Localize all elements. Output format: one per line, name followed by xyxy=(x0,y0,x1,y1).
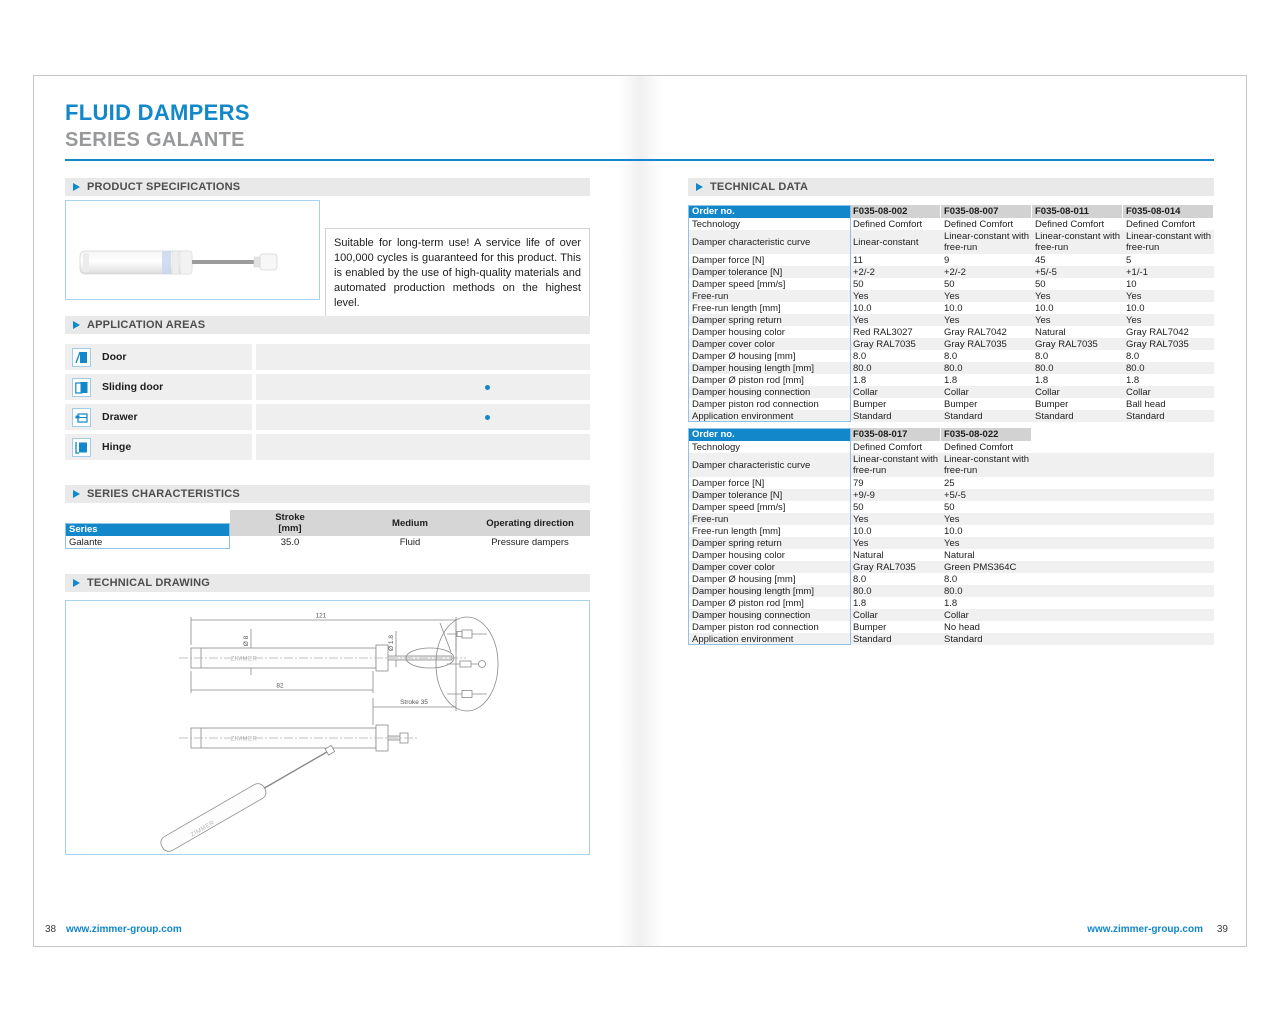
table-row xyxy=(688,585,1214,597)
value-cell: Green PMS364C xyxy=(944,561,1017,573)
column-unit: [mm] xyxy=(278,523,302,534)
value-cell: Yes xyxy=(1035,290,1051,302)
value-cell: Yes xyxy=(1035,314,1051,326)
application-area-value-cell xyxy=(256,434,590,460)
row-label: Free-run length [mm] xyxy=(692,302,781,314)
value-cell: 10.0 xyxy=(1035,302,1054,314)
table-row xyxy=(688,477,1214,489)
row-label: Damper tolerance [N] xyxy=(692,489,783,501)
value-cell: Gray RAL7035 xyxy=(853,561,916,573)
value-cell: Collar xyxy=(853,386,878,398)
value-cell: Bumper xyxy=(853,398,887,410)
value-cell: Natural xyxy=(853,549,884,561)
table-row xyxy=(688,525,1214,537)
dim-total-length: 121 xyxy=(315,612,327,620)
table-row xyxy=(688,302,1214,314)
page-spine-shadow xyxy=(618,76,662,946)
value-cell: Yes xyxy=(944,290,960,302)
value-cell: Yes xyxy=(853,290,869,302)
brand-marking: ZIMMER xyxy=(230,656,258,663)
section-heading: TECHNICAL DRAWING xyxy=(87,577,210,589)
applicable-dot xyxy=(485,385,490,390)
value-cell: 1.8 xyxy=(944,374,958,386)
value-cell: Linear-constant with free-run xyxy=(944,454,1030,476)
column-label: Medium xyxy=(392,517,428,529)
value-cell: Gray RAL7035 xyxy=(944,338,1007,350)
value-cell: 1.8 xyxy=(1126,374,1140,386)
row-label: Damper Ø piston rod [mm] xyxy=(692,597,804,609)
row-label: Damper spring return xyxy=(692,314,782,326)
table-row xyxy=(688,314,1214,326)
row-label: Damper spring return xyxy=(692,537,782,549)
section-product-specifications xyxy=(65,178,590,196)
value-cell: Gray RAL7035 xyxy=(1035,338,1098,350)
value-cell: Gray RAL7042 xyxy=(944,326,1007,338)
value-cell: +2/-2 xyxy=(944,266,966,278)
table-row xyxy=(688,398,1214,410)
row-label: Damper characteristic curve xyxy=(692,459,811,471)
row-label: Damper cover color xyxy=(692,561,775,573)
value-cell: 10.0 xyxy=(853,302,872,314)
product-photo xyxy=(66,201,319,299)
value-cell: Yes xyxy=(1126,290,1142,302)
value-cell: Linear-constant with free-run xyxy=(1035,231,1121,253)
table-row xyxy=(688,326,1214,338)
value-cell: Yes xyxy=(853,314,869,326)
value-cell: 50 xyxy=(1035,278,1046,290)
product-photo-frame xyxy=(65,200,320,300)
dim-stroke: Stroke 35 xyxy=(400,699,428,706)
table-row xyxy=(688,218,1214,230)
value-cell: 10.0 xyxy=(944,302,963,314)
application-area-label-cell xyxy=(65,434,252,460)
brand-marking: ZIMMER xyxy=(189,820,216,839)
value-cell: 50 xyxy=(853,278,864,290)
value-cell: 50 xyxy=(944,278,955,290)
order-number-cell: F035-08-017 xyxy=(850,428,941,441)
row-label: Damper cover color xyxy=(692,338,775,350)
row-label: Application environment xyxy=(692,410,794,422)
section-application-areas xyxy=(65,316,590,334)
table-row xyxy=(688,501,1214,513)
application-area-label: Sliding door xyxy=(102,381,164,393)
order-number-cell: F035-08-022 xyxy=(941,428,1032,441)
table-row xyxy=(688,549,1214,561)
value-cell: 80.0 xyxy=(1126,362,1145,374)
value-cell: 1.8 xyxy=(853,374,867,386)
technical-drawing xyxy=(66,601,589,854)
order-row-label: Order no. xyxy=(688,205,850,218)
order-number-cell: F035-08-007 xyxy=(941,205,1032,218)
row-label: Damper Ø piston rod [mm] xyxy=(692,374,804,386)
row-label: Damper Ø housing [mm] xyxy=(692,573,796,585)
value-cell: 10.0 xyxy=(944,525,963,537)
technical-data-table-1 xyxy=(688,205,1214,422)
table-row xyxy=(688,441,1214,453)
value-cell: 5 xyxy=(1126,254,1132,266)
value-cell: 50 xyxy=(853,501,864,513)
table-row xyxy=(688,350,1214,362)
order-number-cell: F035-08-002 xyxy=(850,205,941,218)
table-row xyxy=(688,573,1214,585)
value-cell: Yes xyxy=(944,314,960,326)
row-label: Damper speed [mm/s] xyxy=(692,501,786,513)
value-cell: Gray RAL7035 xyxy=(1126,338,1189,350)
column-header-operating-direction xyxy=(470,510,590,536)
column-header-stroke xyxy=(230,510,350,536)
row-label: Damper housing color xyxy=(692,549,785,561)
table-row xyxy=(688,338,1214,350)
value-cell: +5/-5 xyxy=(1035,266,1057,278)
footer-url-left[interactable]: www.zimmer-group.com xyxy=(66,924,182,935)
application-area-label-cell xyxy=(65,344,252,370)
table-row xyxy=(688,374,1214,386)
value-cell: 1.8 xyxy=(944,597,958,609)
section-technical-drawing xyxy=(65,574,590,592)
value-cell: 79 xyxy=(853,477,864,489)
order-row xyxy=(688,205,1214,218)
table-row xyxy=(688,537,1214,549)
section-heading: APPLICATION AREAS xyxy=(87,319,206,331)
value-cell: Defined Comfort xyxy=(944,441,1014,453)
value-cell: +1/-1 xyxy=(1126,266,1148,278)
row-label: Damper housing length [mm] xyxy=(692,585,814,597)
value-cell: Linear-constant with free-run xyxy=(944,231,1030,253)
order-number-cell: F035-08-014 xyxy=(1123,205,1214,218)
value-cell: Natural xyxy=(944,549,975,561)
value-cell: 80.0 xyxy=(944,585,963,597)
value-cell: Collar xyxy=(944,386,969,398)
technical-drawing-frame xyxy=(65,600,590,855)
value-cell: 8.0 xyxy=(853,350,867,362)
value-cell: 80.0 xyxy=(853,362,872,374)
value-cell: Standard xyxy=(853,633,892,645)
row-label: Free-run length [mm] xyxy=(692,525,781,537)
table-row xyxy=(688,362,1214,374)
row-label: Damper force [N] xyxy=(692,254,765,266)
table-row xyxy=(688,410,1214,422)
section-heading: SERIES CHARACTERISTICS xyxy=(87,488,240,500)
value-cell: Red RAL3027 xyxy=(853,326,913,338)
brand-marking: ZIMMER xyxy=(230,736,258,743)
value-cell: 25 xyxy=(944,477,955,489)
series-stroke-cell: 35.0 xyxy=(230,536,350,549)
value-cell: Standard xyxy=(1126,410,1165,422)
value-cell: 80.0 xyxy=(853,585,872,597)
column-label: Stroke xyxy=(275,512,305,523)
sliding-door-icon xyxy=(72,378,91,397)
technical-data-table-2 xyxy=(688,428,1214,645)
row-label: Damper characteristic curve xyxy=(692,236,811,248)
value-cell: Yes xyxy=(944,537,960,549)
application-area-label-cell xyxy=(65,374,252,400)
value-cell: 10.0 xyxy=(853,525,872,537)
table-row xyxy=(688,633,1214,645)
section-arrow-icon xyxy=(696,183,703,191)
application-area-value-cell xyxy=(256,374,590,400)
row-label: Technology xyxy=(692,218,741,230)
door-icon xyxy=(72,348,91,367)
value-cell: 8.0 xyxy=(853,573,867,585)
table-row xyxy=(688,386,1214,398)
value-cell: Collar xyxy=(1126,386,1151,398)
value-cell: Yes xyxy=(1126,314,1142,326)
application-areas-rows xyxy=(65,344,590,460)
value-cell: 10 xyxy=(1126,278,1137,290)
value-cell: Defined Comfort xyxy=(853,218,923,230)
row-label: Damper Ø housing [mm] xyxy=(692,350,796,362)
row-label: Application environment xyxy=(692,633,794,645)
section-arrow-icon xyxy=(73,579,80,587)
value-cell: Linear-constant with free-run xyxy=(1126,231,1212,253)
column-label: Operating direction xyxy=(486,517,574,529)
value-cell: Natural xyxy=(1035,326,1066,338)
value-cell: 1.8 xyxy=(1035,374,1049,386)
page-number-right: 39 xyxy=(1216,924,1228,935)
value-cell: No head xyxy=(944,621,980,633)
table-row xyxy=(688,266,1214,278)
column-header-medium xyxy=(350,510,470,536)
table-row xyxy=(688,609,1214,621)
footer-url-right[interactable]: www.zimmer-group.com xyxy=(1087,924,1203,935)
section-technical-data xyxy=(688,178,1214,196)
title-underline xyxy=(65,159,1214,161)
value-cell: Bumper xyxy=(944,398,978,410)
application-area-row xyxy=(65,434,590,460)
value-cell: 9 xyxy=(944,254,950,266)
value-cell: 11 xyxy=(853,254,863,266)
table-row xyxy=(688,561,1214,573)
dim-body-length: 82 xyxy=(276,682,284,690)
section-series-characteristics xyxy=(65,485,590,503)
value-cell: Bumper xyxy=(853,621,887,633)
hinge-icon xyxy=(72,438,91,457)
value-cell: Linear-constant xyxy=(853,236,919,248)
value-cell: Defined Comfort xyxy=(853,441,923,453)
value-cell: +5/-5 xyxy=(944,489,966,501)
value-cell: Gray RAL7035 xyxy=(853,338,916,350)
value-cell: Defined Comfort xyxy=(1035,218,1105,230)
value-cell: Yes xyxy=(853,537,869,549)
value-cell: Standard xyxy=(853,410,892,422)
row-label: Technology xyxy=(692,441,741,453)
value-cell: Gray RAL7042 xyxy=(1126,326,1189,338)
table-row xyxy=(688,254,1214,266)
section-arrow-icon xyxy=(73,183,80,191)
value-cell: Collar xyxy=(1035,386,1060,398)
row-label: Damper housing length [mm] xyxy=(692,362,814,374)
value-cell: Linear-constant with free-run xyxy=(853,454,939,476)
row-label: Damper housing connection xyxy=(692,386,811,398)
value-cell: Bumper xyxy=(1035,398,1069,410)
section-arrow-icon xyxy=(73,321,80,329)
value-cell: 50 xyxy=(944,501,955,513)
page-title: FLUID DAMPERS xyxy=(65,100,250,125)
value-cell: Yes xyxy=(944,513,960,525)
page-subtitle: SERIES GALANTE xyxy=(65,129,245,151)
value-cell: +2/-2 xyxy=(853,266,875,278)
value-cell: 8.0 xyxy=(1126,350,1140,362)
table-row xyxy=(688,278,1214,290)
value-cell: Standard xyxy=(944,633,983,645)
row-label: Damper housing color xyxy=(692,326,785,338)
order-row xyxy=(688,428,1214,441)
application-area-row xyxy=(65,374,590,400)
application-area-value-cell xyxy=(256,344,590,370)
section-arrow-icon xyxy=(73,490,80,498)
value-cell: Collar xyxy=(944,609,969,621)
section-heading: PRODUCT SPECIFICATIONS xyxy=(87,181,241,193)
table-row xyxy=(688,597,1214,609)
row-label: Free-run xyxy=(692,513,729,525)
order-row-label: Order no. xyxy=(688,428,850,441)
table-row xyxy=(688,230,1214,254)
value-cell: 1.8 xyxy=(853,597,867,609)
drawer-icon xyxy=(72,408,91,427)
row-label: Free-run xyxy=(692,290,729,302)
value-cell: +9/-9 xyxy=(853,489,875,501)
value-cell: 45 xyxy=(1035,254,1046,266)
order-number-cell: F035-08-011 xyxy=(1032,205,1123,218)
table-row xyxy=(688,453,1214,477)
value-cell: Yes xyxy=(853,513,869,525)
page-number-left: 38 xyxy=(45,924,57,935)
row-label: Damper piston rod connection xyxy=(692,398,819,410)
section-heading: TECHNICAL DATA xyxy=(710,181,809,193)
value-cell: 80.0 xyxy=(944,362,963,374)
row-label: Damper speed [mm/s] xyxy=(692,278,786,290)
value-cell: 10.0 xyxy=(1126,302,1145,314)
value-cell: Defined Comfort xyxy=(944,218,1014,230)
value-cell: Defined Comfort xyxy=(1126,218,1196,230)
value-cell: Collar xyxy=(853,609,878,621)
row-label: Damper housing connection xyxy=(692,609,811,621)
product-description: Suitable for long-term use! A service life of over 100,000 cycles is guaranteed for this product. This is enabled by the use of high-quality materials and automated production methods on the highest level. xyxy=(325,228,590,319)
row-label: Damper force [N] xyxy=(692,477,765,489)
value-cell: 80.0 xyxy=(1035,362,1054,374)
series-name-cell: Galante xyxy=(65,536,230,549)
application-area-row xyxy=(65,344,590,370)
dim-housing-diameter: Ø 8 xyxy=(243,635,250,647)
value-cell: 8.0 xyxy=(1035,350,1049,362)
row-label: Damper piston rod connection xyxy=(692,621,819,633)
value-cell: Standard xyxy=(944,410,983,422)
table-row xyxy=(688,621,1214,633)
value-cell: Ball head xyxy=(1126,398,1166,410)
table-row xyxy=(688,513,1214,525)
application-area-label: Hinge xyxy=(102,441,132,453)
dim-rod-diameter: Ø 1.8 xyxy=(388,635,395,651)
table-row xyxy=(688,489,1214,501)
application-area-label-cell xyxy=(65,404,252,430)
series-operating-direction-cell: Pressure dampers xyxy=(470,536,590,549)
row-label: Damper tolerance [N] xyxy=(692,266,783,278)
application-area-row xyxy=(65,404,590,430)
series-medium-cell: Fluid xyxy=(350,536,470,549)
application-area-value-cell xyxy=(256,404,590,430)
application-area-label: Door xyxy=(102,351,127,363)
value-cell: 8.0 xyxy=(944,573,958,585)
application-area-label: Drawer xyxy=(102,411,138,423)
table-row xyxy=(688,290,1214,302)
value-cell: Standard xyxy=(1035,410,1074,422)
applicable-dot xyxy=(485,415,490,420)
series-row-header: Series xyxy=(65,523,230,536)
value-cell: 8.0 xyxy=(944,350,958,362)
